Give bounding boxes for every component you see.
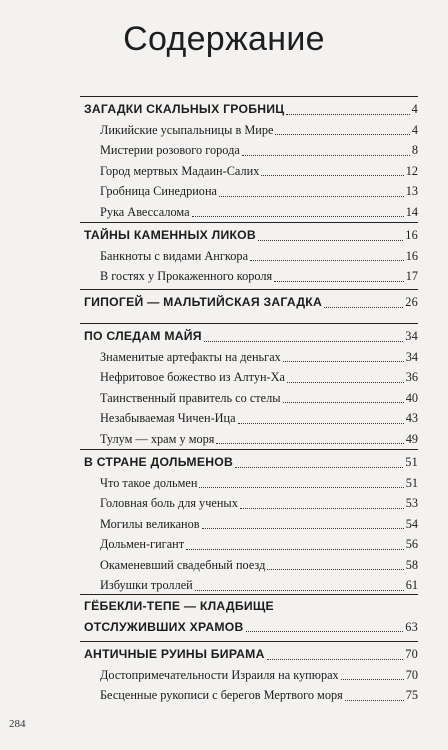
dot-leader — [204, 341, 403, 342]
dot-leader — [186, 549, 404, 550]
entry-title: Банкноты с видами Ангкора — [100, 248, 249, 263]
dot-leader — [242, 155, 410, 156]
entry-title: Бесценные рукописи с берегов Мертвого моря — [100, 688, 343, 702]
toc-entry[interactable] — [80, 408, 418, 429]
dot-leader — [192, 216, 404, 217]
toc-entry[interactable] — [80, 665, 418, 686]
page-ref: 70 — [405, 667, 418, 682]
dot-leader — [250, 260, 404, 261]
page-ref: 16 — [405, 228, 418, 242]
dot-leader — [275, 134, 409, 135]
toc-heading-entry[interactable] — [80, 223, 418, 246]
toc-entry[interactable] — [80, 246, 418, 267]
page-number: 284 — [9, 718, 26, 730]
page-ref: 13 — [405, 184, 418, 198]
page-ref: 51 — [405, 475, 418, 490]
dot-leader — [287, 382, 404, 383]
page-ref: 12 — [405, 163, 418, 178]
entry-title: Таинственный правитель со стелы — [100, 390, 281, 405]
page-ref: 36 — [405, 370, 418, 384]
toc-entry[interactable] — [80, 534, 418, 555]
entry-title: Что такое дольмен — [100, 475, 198, 490]
toc-entry[interactable] — [80, 429, 418, 450]
toc-heading-entry[interactable] — [80, 616, 418, 637]
toc-heading-entry[interactable] — [80, 450, 418, 473]
toc-entry[interactable] — [80, 555, 418, 576]
dot-leader — [195, 590, 404, 591]
page-ref: 70 — [405, 647, 418, 661]
toc-entry[interactable] — [80, 202, 418, 223]
toc-section — [80, 449, 418, 596]
dot-leader — [324, 307, 403, 308]
heading-title: АНТИЧНЫЕ РУИНЫ БИРАМА — [84, 647, 265, 661]
dot-leader — [246, 631, 404, 632]
heading-title: ЗАГАДКИ СКАЛЬНЫХ ГРОБНИЦ — [84, 102, 285, 116]
page-ref: 61 — [405, 578, 418, 592]
toc-entry[interactable] — [80, 347, 418, 368]
dot-leader — [267, 659, 404, 660]
toc-section — [80, 323, 418, 449]
page-ref: 34 — [405, 329, 418, 343]
entry-title: Гробница Синедриона — [100, 184, 217, 198]
dot-leader — [219, 196, 404, 197]
toc-section — [80, 222, 418, 287]
heading-title: В СТРАНЕ ДОЛЬМЕНОВ — [84, 455, 234, 469]
entry-title: Могилы великанов — [100, 516, 200, 531]
dot-leader — [341, 679, 404, 680]
entry-title: В гостях у Прокаженного короля — [100, 269, 273, 283]
dot-leader — [261, 175, 403, 176]
heading-title: ГИПОГЕЙ — МАЛЬТИЙСКАЯ ЗАГАДКА — [84, 295, 323, 309]
dot-leader — [283, 361, 404, 362]
toc-entry[interactable] — [80, 493, 418, 514]
toc-entry[interactable] — [80, 473, 418, 494]
dot-leader — [258, 240, 403, 241]
toc-section — [80, 289, 418, 313]
page-ref: 53 — [405, 496, 418, 510]
toc-entry[interactable] — [80, 120, 418, 141]
entry-title: Дольмен-гигант — [100, 537, 185, 551]
toc-heading-entry[interactable] — [80, 290, 418, 313]
page-ref: 56 — [405, 537, 418, 551]
page-ref: 58 — [405, 557, 418, 572]
toc-entry[interactable] — [80, 388, 418, 409]
entry-title: Город мертвых Мадаин-Салих — [100, 163, 260, 178]
dot-leader — [202, 528, 404, 529]
page-ref: 40 — [405, 390, 418, 405]
page-ref: 26 — [405, 295, 418, 309]
page-ref: 63 — [405, 620, 418, 634]
toc-entry[interactable] — [80, 575, 418, 596]
dot-leader — [267, 569, 403, 570]
entry-title: Знаменитые артефакты на деньгах — [100, 349, 281, 364]
page-ref: 34 — [405, 349, 418, 364]
page-ref: 16 — [405, 248, 418, 263]
entry-title: Мистерии розового города — [100, 143, 240, 157]
entry-title: Головная боль для ученых — [100, 496, 238, 510]
heading-title: ТАЙНЫ КАМЕННЫХ ЛИКОВ — [84, 228, 256, 242]
dot-leader — [345, 700, 404, 701]
page-ref: 4 — [411, 122, 418, 137]
toc-entry[interactable] — [80, 514, 418, 535]
toc-entry[interactable] — [80, 367, 418, 388]
dot-leader — [283, 402, 404, 403]
page-ref: 51 — [405, 455, 418, 469]
toc-entry[interactable] — [80, 161, 418, 182]
entry-title: Незабываемая Чичен-Ица — [100, 411, 236, 425]
entry-title: Достопримечательности Израиля на купюрах — [100, 667, 339, 682]
dot-leader — [238, 423, 404, 424]
entry-title: Ликийские усыпальницы в Мире — [100, 122, 274, 137]
toc-heading-entry[interactable] — [80, 97, 418, 120]
toc-heading-line[interactable] — [80, 595, 418, 616]
entry-title: Окаменевший свадебный поезд — [100, 557, 266, 572]
entry-title: Тулум — храм у моря — [100, 431, 215, 446]
dot-leader — [240, 508, 404, 509]
heading-title: ПО СЛЕДАМ МАЙЯ — [84, 329, 202, 343]
entry-title: Избушки троллей — [100, 578, 193, 592]
dot-leader — [286, 114, 409, 115]
heading-title-line2: ОТСЛУЖИВШИХ ХРАМОВ — [84, 620, 244, 634]
page-ref: 75 — [405, 688, 418, 702]
page-ref: 17 — [405, 269, 418, 283]
toc-section — [80, 594, 418, 637]
dot-leader — [216, 443, 403, 444]
entry-title: Нефритовое божество из Алтун-Ха — [100, 370, 285, 384]
toc-heading-entry[interactable] — [80, 324, 418, 347]
toc-section — [80, 641, 418, 706]
toc-entry[interactable] — [80, 140, 418, 161]
entry-title: Рука Авессалома — [100, 204, 190, 219]
dot-leader — [199, 487, 403, 488]
page-ref: 43 — [405, 411, 418, 425]
toc-section — [80, 96, 418, 222]
page-ref: 8 — [411, 143, 418, 157]
page-ref: 49 — [405, 431, 418, 446]
page-ref: 54 — [405, 516, 418, 531]
toc-entry[interactable] — [80, 181, 418, 202]
dot-leader — [274, 281, 404, 282]
page-ref: 4 — [411, 102, 418, 116]
toc-entry[interactable] — [80, 266, 418, 287]
dot-leader — [235, 467, 403, 468]
page-title: Содержание — [123, 20, 325, 58]
toc-heading-entry[interactable] — [80, 642, 418, 665]
page-ref: 14 — [405, 204, 418, 219]
toc-entry[interactable] — [80, 685, 418, 706]
heading-title-line1: ГЁБЕКЛИ-ТЕПЕ — КЛАДБИЩЕ — [84, 599, 274, 613]
